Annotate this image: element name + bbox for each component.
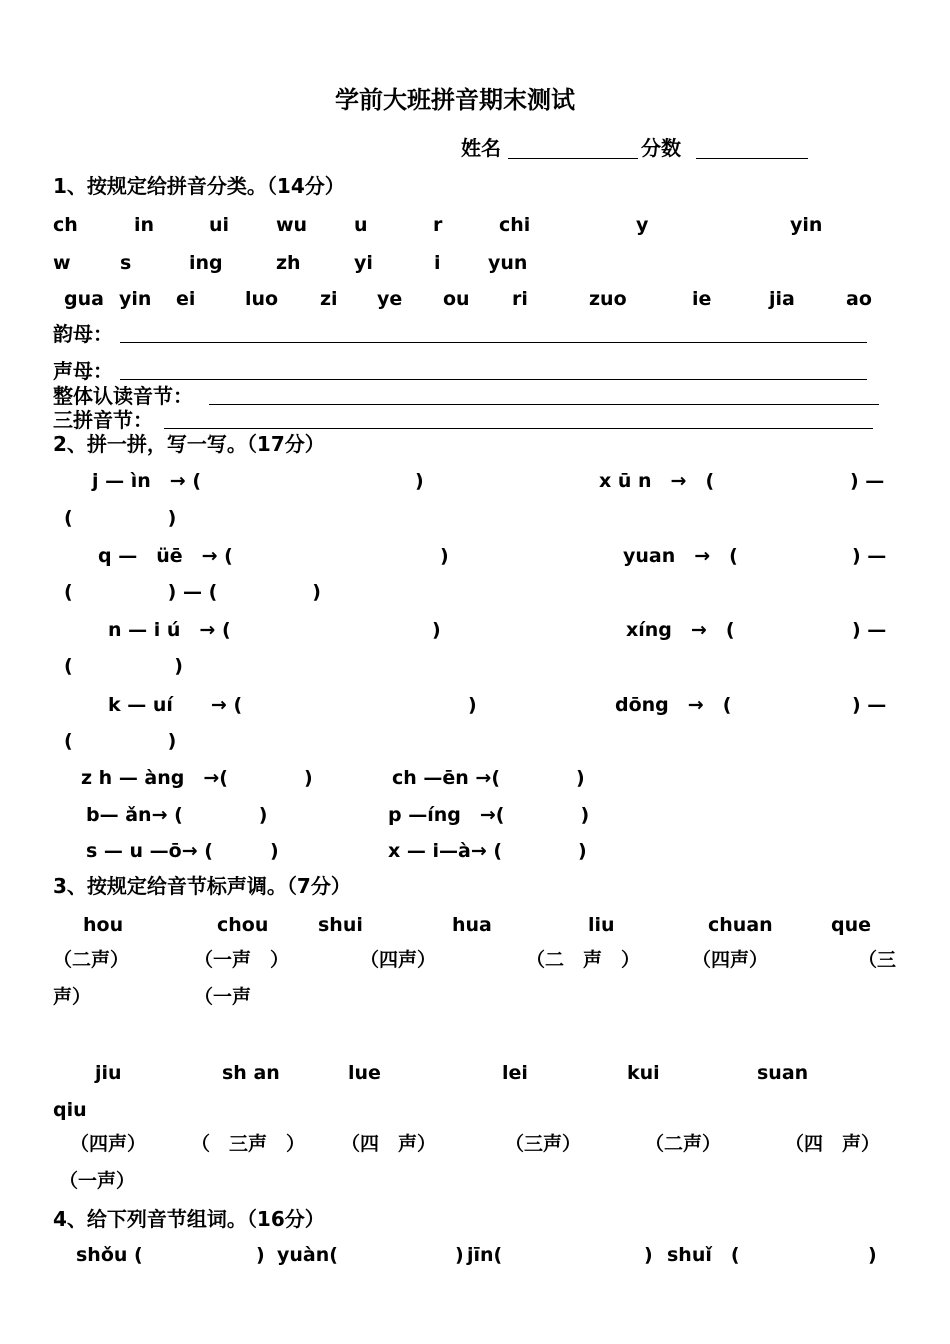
q2-left-expression: q — üē → ( [98,545,233,567]
tone-label: （四 声） [785,1133,881,1155]
q4-syllable: shǒu ( [76,1244,143,1266]
triple-syllables-answer-line[interactable] [164,428,873,429]
tone-label: （四声） [360,949,437,971]
q2-heading: 2、拼一拼，写一写。（17分） [53,432,325,456]
tone-label: （二 声 ） [526,949,641,971]
pinyin-item: ch [53,214,78,236]
whole-syllables-answer-line[interactable] [209,404,879,405]
pinyin-item: liu [588,914,615,936]
pinyin-item: chi [499,214,531,236]
pinyin-item: ui [209,214,230,236]
page-title: 学前大班拼音期末测试 [335,86,575,114]
pinyin-item: u [354,214,368,236]
q2-short-item: s — u —ō→ ( ) [86,840,279,862]
pinyin-item: kui [627,1062,660,1084]
pinyin-item: chou [217,914,269,936]
q2-left-close: ) [432,619,441,641]
tone-label: （三声） [505,1133,582,1155]
q2-right-expression: dōng → ( [615,694,732,716]
pinyin-item: jiu [95,1062,122,1084]
q2-left-close: ) [468,694,477,716]
q4-close: ) [868,1244,877,1266]
pinyin-item: hou [83,914,124,936]
pinyin-item: lue [348,1062,381,1084]
q2-wrap-line: ( ) [64,507,177,529]
pinyin-item: ou [443,288,470,310]
pinyin-item: luo [245,288,279,310]
pinyin-item: yi [354,252,373,274]
score-label: 分数 [641,136,681,160]
q4-syllable: yuàn( [277,1244,338,1266]
q2-right-close: ) — [852,619,887,641]
q2-left-close: ) [415,470,424,492]
pinyin-item: yin [119,288,152,310]
q2-left-close: ) [440,545,449,567]
tone-label: 声） [53,986,92,1008]
whole-syllables-label: 整体认读音节： [53,384,193,408]
pinyin-item: ye [377,288,403,310]
pinyin-item: r [433,214,443,236]
q4-syllable: shuǐ ( [667,1244,740,1266]
finals-label: 韵母： [53,322,113,346]
q4-syllable: jīn( [467,1244,503,1266]
pinyin-item: hua [452,914,492,936]
pinyin-item: ei [176,288,196,310]
pinyin-item: zi [320,288,338,310]
pinyin-item: sh an [222,1062,280,1084]
pinyin-item: ie [692,288,712,310]
q2-right-expression: yuan → ( [623,545,738,567]
pinyin-item: que [831,914,872,936]
tone-label: （三 [858,949,897,971]
pinyin-item: lei [502,1062,528,1084]
pinyin-item: ri [512,288,528,310]
tone-label: （一声 [194,986,252,1008]
q4-close: ) [256,1244,265,1266]
pinyin-item: in [134,214,155,236]
pinyin-item: ing [189,252,223,274]
pinyin-item: suan [757,1062,809,1084]
q2-wrap-line: ( ) [64,655,183,677]
q2-short-item: b— ǎn→ ( ) [86,804,268,826]
q3-heading: 3、按规定给音节标声调。（7分） [53,874,351,898]
q2-right-close: ) — [852,694,887,716]
pinyin-item: yun [488,252,528,274]
pinyin-item: zh [276,252,301,274]
tone-label: （一声） [59,1170,136,1192]
finals-answer-line[interactable] [120,342,867,343]
q2-short-item: x — i—à→ ( ) [388,840,587,862]
name-label: 姓名 [461,136,501,160]
q2-right-close: ) — [850,470,885,492]
q4-close: ) [644,1244,653,1266]
pinyin-item: s [120,252,132,274]
q1-heading: 1、按规定给拼音分类。（14分） [53,174,345,198]
pinyin-item: gua [64,288,104,310]
q4-heading: 4、给下列音节组词。（16分） [53,1207,325,1231]
q2-left-expression: n — i ú → ( [108,619,231,641]
pinyin-item: yin [790,214,823,236]
tone-label: （ 三声 ） [191,1133,306,1155]
name-field[interactable] [508,158,638,159]
q2-short-item: p —íng →( ) [388,804,590,826]
tone-label: （四声） [70,1133,147,1155]
q2-short-item: z h — àng →( ) [81,767,313,789]
tone-label: （四 声） [341,1133,437,1155]
initials-label: 声母： [53,359,113,383]
pinyin-item: i [434,252,441,274]
pinyin-item: chuan [708,914,773,936]
tone-label: （二声） [53,949,130,971]
q4-close: ) [455,1244,464,1266]
q2-left-expression: k — uí → ( [108,694,243,716]
tone-label: （二声） [645,1133,722,1155]
q2-right-expression: xíng → ( [626,619,735,641]
pinyin-item: ao [846,288,872,310]
pinyin-item: wu [276,214,308,236]
score-field[interactable] [696,158,808,159]
q2-short-item: ch —ēn →( ) [392,767,585,789]
tone-label: （四声） [692,949,769,971]
q2-left-expression: j — ìn → ( [92,470,201,492]
q2-wrap-line: ( ) [64,730,177,752]
pinyin-item: shui [318,914,363,936]
q2-wrap-line: ( ) — ( ) [64,581,321,603]
pinyin-item: w [53,252,71,274]
pinyin-item: y [636,214,649,236]
pinyin-item: jia [769,288,795,310]
triple-syllables-label: 三拼音节： [53,408,153,432]
pinyin-item: qiu [53,1099,87,1121]
tone-label: （一声 ） [194,949,290,971]
q2-right-expression: x ū n → ( [599,470,715,492]
initials-answer-line[interactable] [120,379,867,380]
q2-right-close: ) — [852,545,887,567]
pinyin-item: zuo [589,288,627,310]
